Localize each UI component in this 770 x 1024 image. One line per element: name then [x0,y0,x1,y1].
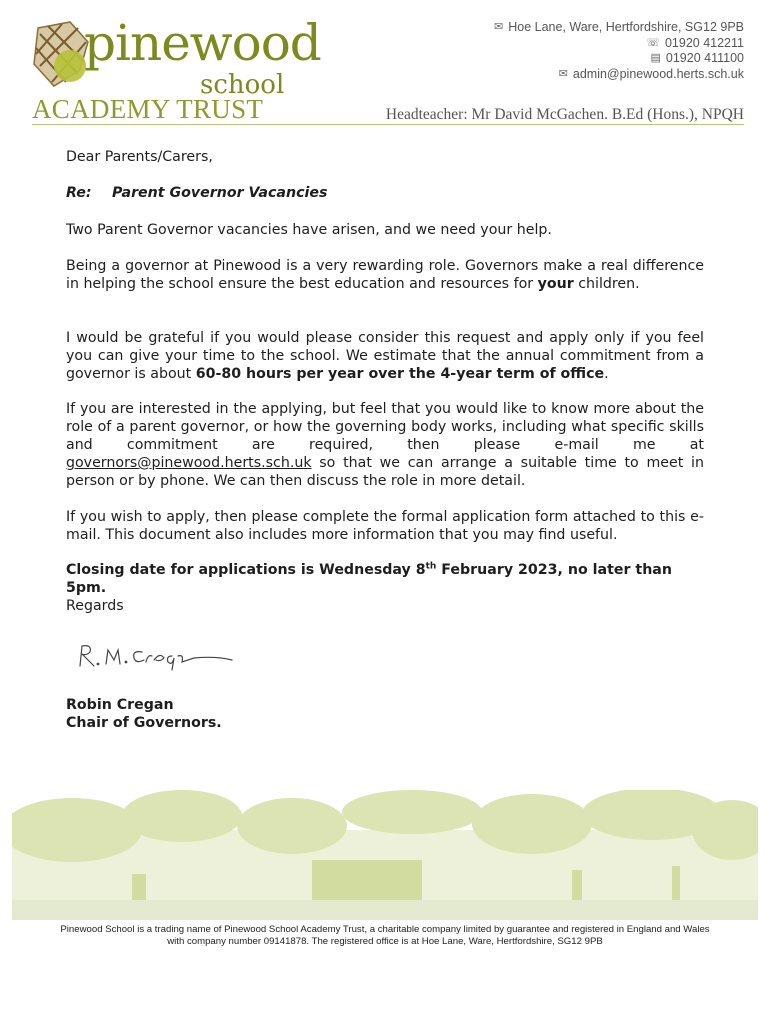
text-run: I would be grateful if you would please consider this request and apply only if you feel you can give your time to the school. We estimate that the annual commitment from a governor is about [66,330,704,382]
text-run: February 2023, no later than 5pm. [66,562,672,596]
letterhead [0,0,770,130]
header-divider [32,124,744,125]
salutation: Dear Parents/Carers, [66,149,213,165]
envelope-icon: ✉ [494,21,504,33]
paragraph-rewarding-role [66,257,704,293]
footer-line-1: Pinewood School is a trading name of Pinewood School Academy Trust, a charitable company limited by guarantee and registered in England and Wales [60,924,710,935]
text-run: children. [573,276,640,292]
fax-line [494,51,744,67]
logo-school: school [200,70,285,100]
text-run: Closing date for applications is Wednesday 8 [66,562,426,578]
text-run: . [604,366,609,382]
footer-legal-notice [0,924,770,948]
headteacher-line: Headteacher: Mr David McGachen. B.Ed (Hons.), NPQH [385,106,744,123]
closing-date [66,561,704,597]
paragraph-apply: If you wish to apply, then please complete the formal application form attached to this e-mail. This document also includes more information that you may find useful. [66,509,704,543]
ordinal-suffix: th [425,561,437,572]
phone-text: 01920 412211 [664,35,744,50]
address-text: Hoe Lane, Ware, Hertfordshire, SG12 9PB [508,20,744,34]
text-run: If you are interested in the applying, but feel that you would like to know more about the role of a parent governor, or how the governing body works, including what specific skills and commitment are required, then please e-mail me at [66,401,704,453]
sign-off: Regards [66,598,124,614]
school-grounds-watermark [12,790,758,920]
footer-line-2: with company number 09141878. The registered office is at Hoe Lane, Ware, Hertfordshire, SG12 9PB [167,936,603,947]
handwritten-signature [76,638,236,672]
pinecone-crest-logo [30,20,92,90]
address-line [494,20,744,36]
subject-line [66,184,327,202]
phone-line [494,36,744,52]
emphasis-your: your [537,276,574,292]
governors-email-link[interactable]: governors@pinewood.herts.sch.uk [66,455,312,471]
paragraph-commitment [66,329,704,383]
paragraph-vacancies: Two Parent Governor vacancies have arisen, and we need your help. [66,222,552,238]
contact-block [494,20,744,82]
email-text[interactable]: admin@pinewood.herts.sch.uk [572,66,744,81]
logo-name: pinewood [84,14,321,72]
signer-name: Robin Cregan [66,697,174,713]
telephone-icon: ☏ [646,36,660,49]
signer-role: Chair of Governors. [66,715,222,731]
paragraph-contact [66,400,704,490]
fax-text: 01920 411100 [665,51,744,65]
logo-trust: ACADEMY TRUST [32,94,264,124]
emphasis-hours: 60-80 hours per year over the 4-year term of office [195,366,605,382]
subject-text: Parent Governor Vacancies [112,185,328,201]
fax-icon: ▤ [650,52,661,64]
email-line [494,67,744,83]
email-icon: ✉ [558,67,568,80]
text-run: so that we can arrange a suitable time to meet in person or by phone. We can then discuss the role in more detail. [66,455,704,489]
text-run: Being a governor at Pinewood is a very rewarding role. Governors make a real difference in helping the school ensure the best education and resources for [66,258,704,292]
subject-label: Re: [66,185,92,201]
